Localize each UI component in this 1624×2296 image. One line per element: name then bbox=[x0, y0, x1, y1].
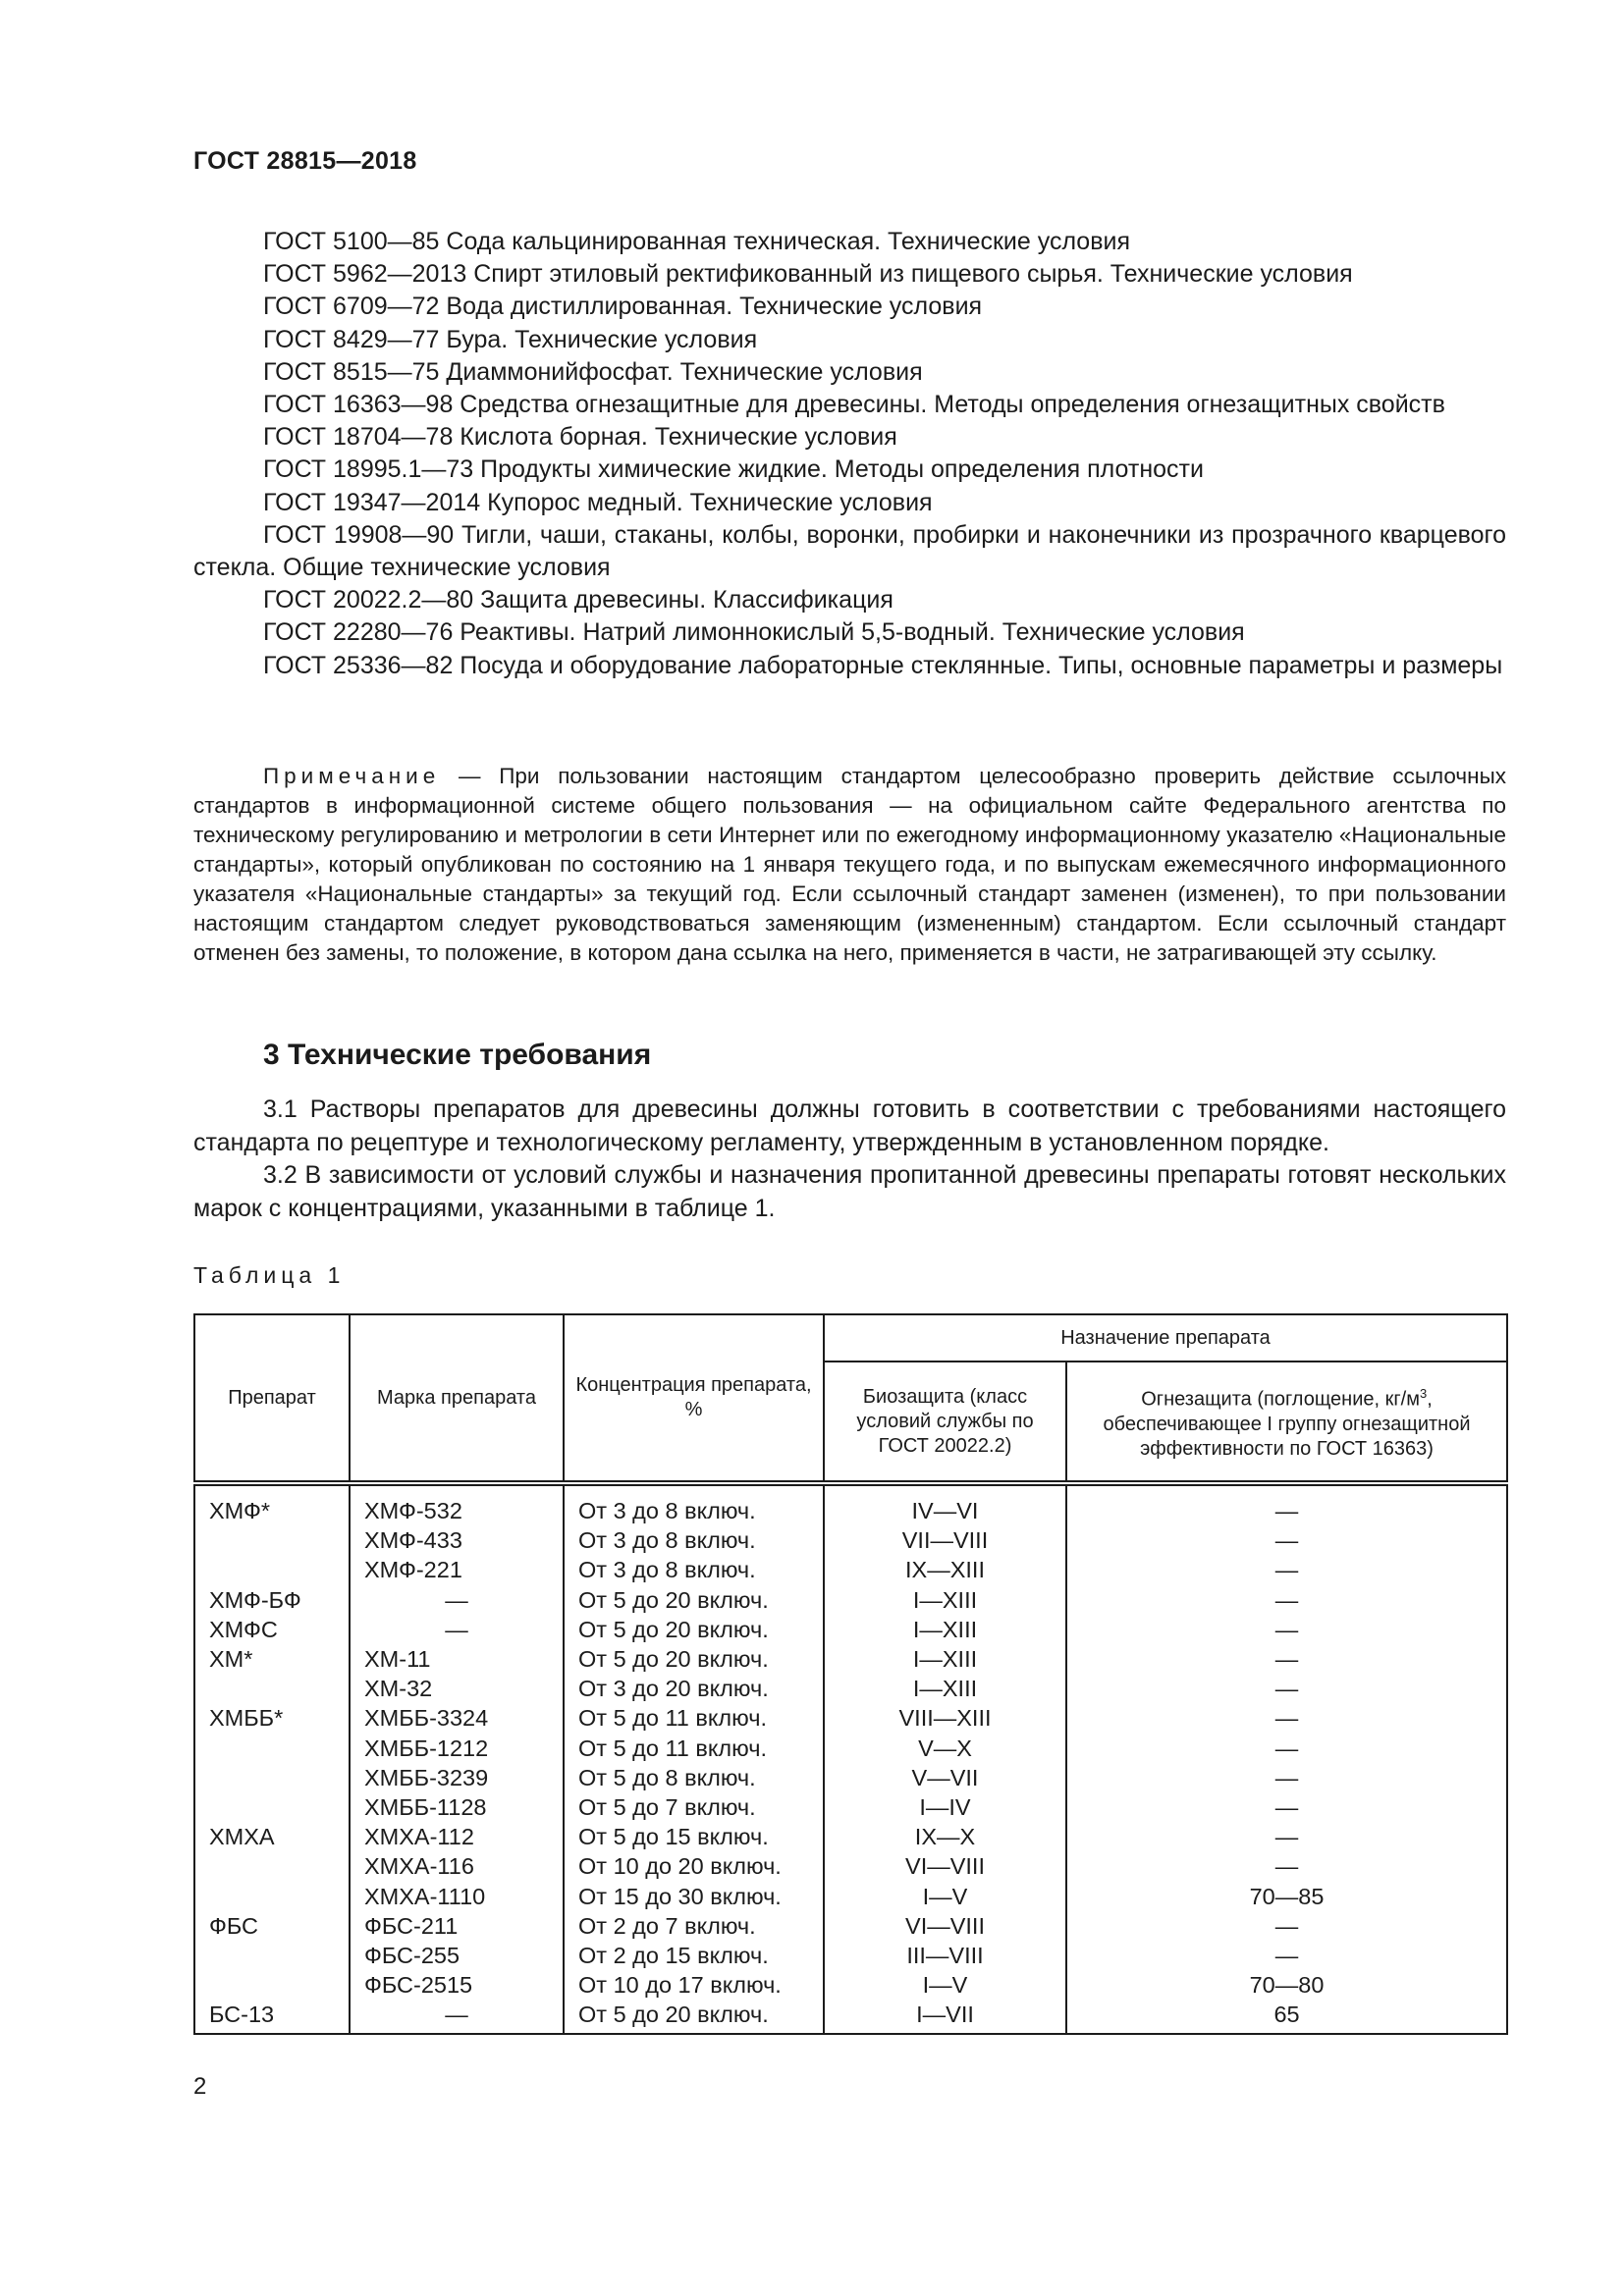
cell-concentration: От 3 до 8 включ. bbox=[564, 1525, 824, 1555]
cell-ognezashchita: — bbox=[1066, 1525, 1507, 1555]
cell-preparation bbox=[194, 1792, 350, 1822]
table-body bbox=[194, 1483, 1507, 2034]
cell-preparation bbox=[194, 1851, 350, 1881]
cell-preparation bbox=[194, 1734, 350, 1763]
header-preparation: Препарат bbox=[194, 1314, 350, 1483]
header-biozashchita: Биозащита (класс условий службы по ГОСТ 20022.2) bbox=[824, 1362, 1066, 1483]
cell-biozashchita: VIII—XIII bbox=[824, 1703, 1066, 1733]
note-block bbox=[193, 762, 1506, 968]
cell-concentration: От 5 до 20 включ. bbox=[564, 1615, 824, 1644]
table-row bbox=[194, 1881, 1507, 1910]
table-row bbox=[194, 1615, 1507, 1644]
cell-ognezashchita: — bbox=[1066, 1585, 1507, 1615]
cell-ognezashchita: — bbox=[1066, 1555, 1507, 1584]
table-row bbox=[194, 1525, 1507, 1555]
header-ognezashchita: Огнезащита (поглощение, $кг/м^3$, обеспечивающее I группу огнезащитной эффективности по ГОСТ 16363) bbox=[1066, 1362, 1507, 1483]
reference-item: ГОСТ 18704—78 Кислота борная. Технические условия bbox=[263, 423, 897, 452]
reference-item: ГОСТ 20022.2—80 Защита древесины. Классификация bbox=[263, 586, 893, 614]
normative-references-list bbox=[193, 226, 1506, 682]
cell-concentration: От 5 до 20 включ. bbox=[564, 2000, 824, 2034]
cell-biozashchita: I—XIII bbox=[824, 1615, 1066, 1644]
cell-biozashchita: I—XIII bbox=[824, 1674, 1066, 1703]
cell-ognezashchita: 70—85 bbox=[1066, 1881, 1507, 1910]
cell-brand: ХМББ-1128 bbox=[350, 1792, 564, 1822]
cell-brand: — bbox=[350, 1585, 564, 1615]
table-row bbox=[194, 1911, 1507, 1941]
table-row bbox=[194, 2000, 1507, 2034]
cell-preparation bbox=[194, 1970, 350, 2000]
cell-biozashchita: VII—VIII bbox=[824, 1525, 1066, 1555]
cell-ognezashchita: — bbox=[1066, 1674, 1507, 1703]
cell-concentration: От 5 до 11 включ. bbox=[564, 1734, 824, 1763]
cell-biozashchita: I—VII bbox=[824, 2000, 1066, 2034]
cell-ognezashchita: — bbox=[1066, 1851, 1507, 1881]
cell-preparation bbox=[194, 1674, 350, 1703]
cell-preparation bbox=[194, 1555, 350, 1584]
cell-ognezashchita: — bbox=[1066, 1644, 1507, 1674]
note-label: Примечание bbox=[263, 764, 441, 788]
paragraph-3-2: 3.2 В зависимости от условий службы и назначения пропитанной древесины препараты готовят нескольких марок с концентрациями, указанными в таблице 1. bbox=[193, 1161, 1506, 1222]
reference-item: ГОСТ 22280—76 Реактивы. Натрий лимоннокислый 5,5-водный. Технические условия bbox=[263, 618, 1245, 647]
cell-brand: ФБС-2515 bbox=[350, 1970, 564, 2000]
cell-biozashchita: VI—VIII bbox=[824, 1851, 1066, 1881]
cell-preparation bbox=[194, 1525, 350, 1555]
cell-concentration: От 2 до 15 включ. bbox=[564, 1941, 824, 1970]
header-purpose: Назначение препарата bbox=[824, 1314, 1507, 1362]
cell-ognezashchita: — bbox=[1066, 1822, 1507, 1851]
cell-ognezashchita: — bbox=[1066, 1911, 1507, 1941]
cell-brand: ФБС-255 bbox=[350, 1941, 564, 1970]
cell-preparation: ХМФ-БФ bbox=[194, 1585, 350, 1615]
cell-brand: ХМ-11 bbox=[350, 1644, 564, 1674]
cell-brand: ХМХА-116 bbox=[350, 1851, 564, 1881]
cell-brand: ХМББ-3324 bbox=[350, 1703, 564, 1733]
section-body bbox=[193, 1094, 1506, 1225]
cell-ognezashchita: — bbox=[1066, 1792, 1507, 1822]
cell-concentration: От 3 до 8 включ. bbox=[564, 1555, 824, 1584]
cell-concentration: От 5 до 11 включ. bbox=[564, 1703, 824, 1733]
reference-item: ГОСТ 8429—77 Бура. Технические условия bbox=[263, 325, 758, 353]
cell-ognezashchita: 65 bbox=[1066, 2000, 1507, 2034]
cell-biozashchita: IV—VI bbox=[824, 1483, 1066, 1525]
preparations-table bbox=[193, 1313, 1508, 2035]
header-brand: Марка препарата bbox=[350, 1314, 564, 1483]
cell-ognezashchita: — bbox=[1066, 1734, 1507, 1763]
cell-biozashchita: III—VIII bbox=[824, 1941, 1066, 1970]
reference-item: ГОСТ 25336—82 Посуда и оборудование лабораторные стеклянные. Типы, основные параметры и размеры bbox=[263, 651, 1503, 679]
cell-brand: ХМФ-433 bbox=[350, 1525, 564, 1555]
cell-biozashchita: IX—X bbox=[824, 1822, 1066, 1851]
table-row bbox=[194, 1734, 1507, 1763]
cell-concentration: От 2 до 7 включ. bbox=[564, 1911, 824, 1941]
reference-item: ГОСТ 5100—85 Сода кальцинированная техническая. Технические условия bbox=[263, 228, 1130, 255]
table-row bbox=[194, 1555, 1507, 1584]
cell-brand: ХМХА-112 bbox=[350, 1822, 564, 1851]
cell-brand: ХМХА-1110 bbox=[350, 1881, 564, 1910]
table-caption: Таблица 1 bbox=[193, 1262, 346, 1288]
cell-ognezashchita: — bbox=[1066, 1615, 1507, 1644]
reference-item: ГОСТ 16363—98 Средства огнезащитные для древесины. Методы определения огнезащитных свойств bbox=[263, 391, 1445, 419]
cell-preparation bbox=[194, 1763, 350, 1792]
table-row bbox=[194, 1763, 1507, 1792]
table-row bbox=[194, 1941, 1507, 1970]
cell-brand: — bbox=[350, 1615, 564, 1644]
cell-biozashchita: IX—XIII bbox=[824, 1555, 1066, 1584]
cell-concentration: От 15 до 30 включ. bbox=[564, 1881, 824, 1910]
cell-concentration: От 3 до 8 включ. bbox=[564, 1483, 824, 1525]
cell-biozashchita: V—VII bbox=[824, 1763, 1066, 1792]
table-row bbox=[194, 1585, 1507, 1615]
paragraph-3-1: 3.1 Растворы препаратов для древесины должны готовить в соответствии с требованиями настоящего стандарта по рецептуре и технологическому регламенту, утвержденным в установленном порядке. bbox=[193, 1095, 1506, 1156]
table-row bbox=[194, 1851, 1507, 1881]
table-row bbox=[194, 1674, 1507, 1703]
cell-preparation bbox=[194, 1941, 350, 1970]
reference-item: ГОСТ 6709—72 Вода дистиллированная. Технические условия bbox=[263, 293, 983, 321]
cell-concentration: От 10 до 17 включ. bbox=[564, 1970, 824, 2000]
table-row bbox=[194, 1822, 1507, 1851]
cell-preparation: ХМФС bbox=[194, 1615, 350, 1644]
table-row bbox=[194, 1970, 1507, 2000]
cell-brand: ХМББ-3239 bbox=[350, 1763, 564, 1792]
cell-preparation: ХМФ* bbox=[194, 1483, 350, 1525]
cell-biozashchita: I—IV bbox=[824, 1792, 1066, 1822]
reference-item: ГОСТ 19347—2014 Купорос медный. Технические условия bbox=[263, 488, 933, 516]
table-row bbox=[194, 1792, 1507, 1822]
cell-brand: — bbox=[350, 2000, 564, 2034]
cell-concentration: От 10 до 20 включ. bbox=[564, 1851, 824, 1881]
cell-ognezashchita: 70—80 bbox=[1066, 1970, 1507, 2000]
header-concentration: Концентрация препарата, % bbox=[564, 1314, 824, 1483]
table-row bbox=[194, 1483, 1507, 1525]
document-header: ГОСТ 28815—2018 bbox=[193, 147, 417, 175]
table-row bbox=[194, 1644, 1507, 1674]
cell-biozashchita: I—V bbox=[824, 1970, 1066, 2000]
reference-item: ГОСТ 18995.1—73 Продукты химические жидкие. Методы определения плотности bbox=[263, 455, 1204, 484]
cell-brand: ХМББ-1212 bbox=[350, 1734, 564, 1763]
cell-ognezashchita: — bbox=[1066, 1483, 1507, 1525]
cell-brand: ХМФ-221 bbox=[350, 1555, 564, 1584]
cell-concentration: От 5 до 20 включ. bbox=[564, 1644, 824, 1674]
table-row bbox=[194, 1703, 1507, 1733]
cell-biozashchita: I—XIII bbox=[824, 1644, 1066, 1674]
cell-biozashchita: I—XIII bbox=[824, 1585, 1066, 1615]
cell-preparation: ХМ* bbox=[194, 1644, 350, 1674]
cell-brand: ХМ-32 bbox=[350, 1674, 564, 1703]
cell-biozashchita: V—X bbox=[824, 1734, 1066, 1763]
cell-brand: ХМФ-532 bbox=[350, 1483, 564, 1525]
cell-preparation: ХМББ* bbox=[194, 1703, 350, 1733]
cell-concentration: От 5 до 20 включ. bbox=[564, 1585, 824, 1615]
note-text: — При пользовании настоящим стандартом целесообразно проверить действие ссылочных стандартов в информационной системе общего пользования — на официальном сайте Федерального агентства по техническому регулированию и метрологии в сети Интернет или по ежегодному информационному указателю «Национальные стандарты», который опубликован по состоянию на 1 января текущего года, и по выпускам ежемесячного информационного указателя «Национальные стандарты» за текущий год. Если ссылочный стандарт заменен (изменен), то при пользовании настоящим стандартом следует руководствоваться заменяющим (измененным) стандартом. Если ссылочный стандарт отменен без замены, то положение, в котором дана ссылка на него, применяется в части, не затрагивающей эту ссылку. bbox=[193, 764, 1506, 965]
cell-concentration: От 5 до 8 включ. bbox=[564, 1763, 824, 1792]
reference-item: ГОСТ 8515—75 Диаммонийфосфат. Технические условия bbox=[263, 357, 923, 386]
cell-biozashchita: VI—VIII bbox=[824, 1911, 1066, 1941]
cell-preparation: БС-13 bbox=[194, 2000, 350, 2034]
cell-brand: ФБС-211 bbox=[350, 1911, 564, 1941]
cell-preparation bbox=[194, 1881, 350, 1910]
cell-biozashchita: I—V bbox=[824, 1881, 1066, 1910]
cell-ognezashchita: — bbox=[1066, 1941, 1507, 1970]
cell-ognezashchita: — bbox=[1066, 1763, 1507, 1792]
cell-preparation: ХМХА bbox=[194, 1822, 350, 1851]
cell-concentration: От 5 до 7 включ. bbox=[564, 1792, 824, 1822]
page-number: 2 bbox=[193, 2073, 207, 2100]
cell-concentration: От 3 до 20 включ. bbox=[564, 1674, 824, 1703]
cell-preparation: ФБС bbox=[194, 1911, 350, 1941]
section-title: 3 Технические требования bbox=[263, 1039, 652, 1071]
cell-ognezashchita: — bbox=[1066, 1703, 1507, 1733]
cell-concentration: От 5 до 15 включ. bbox=[564, 1822, 824, 1851]
reference-item: ГОСТ 19908—90 Тигли, чаши, стаканы, колбы, воронки, пробирки и наконечники из прозрачного кварцевого стекла. Общие технические условия bbox=[193, 520, 1506, 582]
reference-item: ГОСТ 5962—2013 Спирт этиловый ректификованный из пищевого сырья. Технические условия bbox=[263, 260, 1353, 289]
